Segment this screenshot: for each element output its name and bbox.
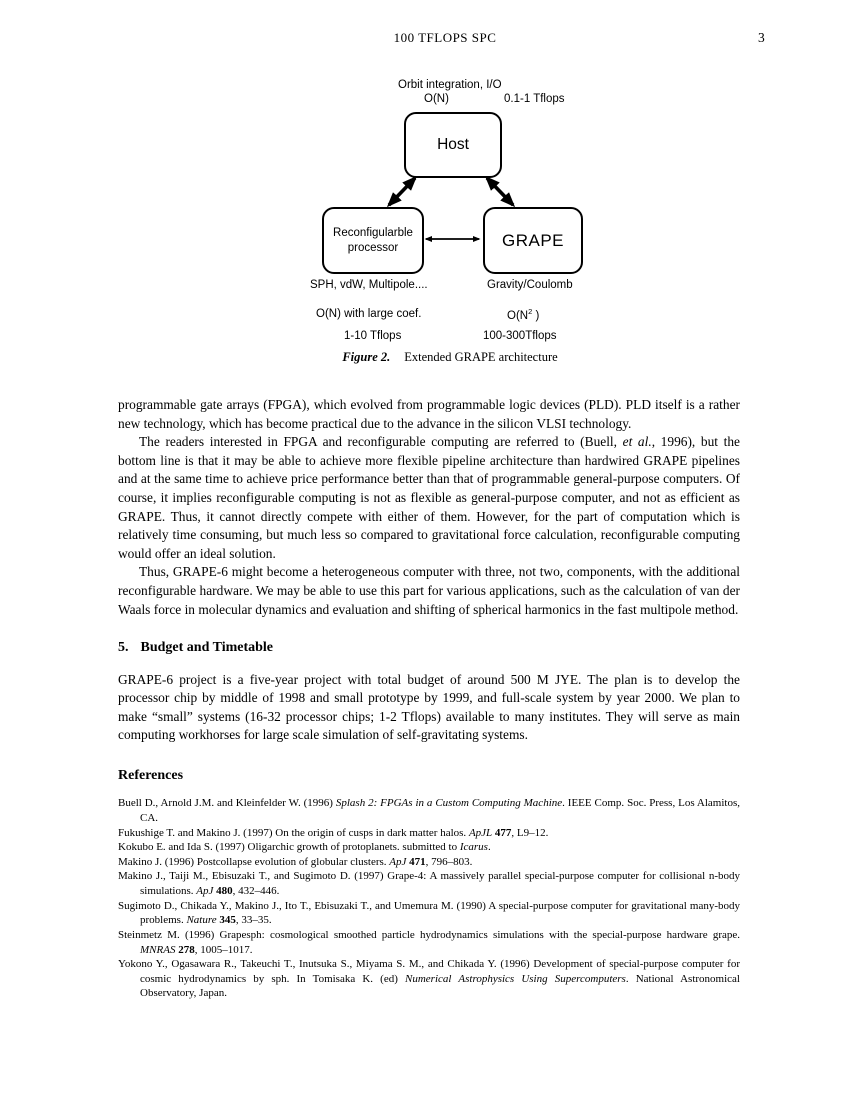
label-tflops-grape: 100-300Tflops [483, 330, 557, 342]
references-list [118, 796, 740, 1001]
reference-item-sugimoto-1990: Sugimoto D., Chikada Y., Makino J., Ito T., Ebisuzaki T., and Umemura M. (1990) A special-purpose computer for gravitational many-body problems. Nature 345, 33–35. [118, 899, 740, 927]
reconfig-box-label-line2: processor [347, 241, 399, 254]
figure-caption-label: Figure 2. [342, 350, 391, 364]
running-title: 100 TFLOPS SPC [393, 30, 497, 45]
double-arrow-host-reconfig-icon [389, 178, 415, 205]
reference-item-buell-1996: Buell D., Arnold J.M. and Kleinfelder W. (1996) Splash 2: FPGAs in a Custom Computing Machine. IEEE Comp. Soc. Press, Los Alamitos, CA. [118, 797, 740, 824]
references-heading: References [118, 767, 184, 783]
figure-caption-text: Extended GRAPE architecture [404, 350, 558, 364]
grape-box-label: GRAPE [501, 230, 565, 250]
reference-item-steinmetz-1996: Steinmetz M. (1996) Grapesph: cosmological smoothed particle hydrodynamics simulations with the special-purpose hardware grape. MNRAS 278, 1005–1017. [118, 928, 740, 956]
reference-item-makino-1996: Makino J. (1996) Postcollapse evolution of globular clusters. ApJ 471, 796–803. [118, 855, 473, 868]
double-arrow-host-grape-icon [487, 178, 513, 205]
section-5-title: Budget and Timetable [140, 640, 274, 656]
label-tflops-host: 0.1-1 Tflops [504, 93, 565, 105]
host-box [404, 112, 502, 178]
grape-box [483, 207, 583, 274]
reference-item-fukushige-1997: Fukushige T. and Makino J. (1997) On the origin of cusps in dark matter halos. ApJL 477, L9–12. [118, 826, 549, 839]
reconfigurable-processor-box [322, 207, 424, 274]
section-5-heading [118, 638, 740, 657]
label-o-n-large-coef: O(N) with large coef. [316, 308, 422, 320]
label-o-n-squared: $O(N^2$ ) [507, 307, 540, 322]
reference-item-kokubo-1997: Kokubo E. and Ida S. (1997) Oligarchic growth of protoplanets. submitted to Icarus. [118, 841, 491, 854]
label-tflops-reconfig: 1-10 Tflops [344, 330, 402, 342]
label-gravity-coulomb: Gravity/Coulomb [487, 279, 573, 291]
label-sph-vdw-multipole: SPH, vdW, Multipole.... [310, 279, 428, 291]
body-paragraph-1: programmable gate arrays (FPGA), which evolved from programmable logic devices (PLD). PLD itself is a rather new technology, which has become practical due to the advance in the silicon VLSI technology. [118, 397, 740, 431]
body-paragraph-2: The readers interested in FPGA and reconfigurable computing are referred to (Buell, et al., 1996), but the bottom line is that it may be able to achieve more flexible pipeline architecture than hardwired GRAPE pipelines and at the same time to achieve price performance better than that of programmable general-purpose computers. Of course, it implies reconfigurable computing is not as flexible as general-purpose computer, and not as efficient as GRAPE. Thus, it cannot directly compete with either of them. However, for the part of computation which is relatively time consuming, but much less so compared to gravitational force calculation, reconfigurable computing would offer an ideal solution. [118, 434, 741, 561]
host-box-label: Host [437, 136, 469, 153]
label-orbit-integration: Orbit integration, I/O [398, 79, 502, 91]
reference-item-makino-1997: Makino J., Taiji M., Ebisuzaki T., and Sugimoto D. (1997) Grape-4: A massively parallel special-purpose computer for collisional n-body simulations. ApJ 480, 432–446. [118, 870, 740, 898]
label-o-n: O(N) [424, 93, 449, 105]
section-5-paragraph: GRAPE-6 project is a five-year project with total budget of around 500 M JYE. The plan is to develop the processor chip by middle of 1998 and small prototype by 1999, and full-scale system by year 2000. We plan to make “small” systems (16-32 processor chips; 1-2 Tflops) available to many institutes. They will serve as main computing workhorses for large scale simulation of self-gravitating systems. [118, 671, 740, 743]
reference-item-yokono-1996: Yokono Y., Ogasawara R., Takeuchi T., Inutsuka S., Miyama S. M., and Chikada Y. (1996) Development of special-purpose computer for cosmic hydrodynamics by sph. In Tomisaka K. (ed) Numerical Astrophysics Using Supercomputers. National Astronomical Observatory, Japan. [118, 958, 740, 1000]
body-paragraph-3: Thus, GRAPE-6 might become a heterogeneous computer with three, not two, components, with the additional reconfigurable hardware. We may be able to use this part for various applications, such as the calculation of van der Waals force in molecular dynamics and evaluation and shifting of spherical harmonics in the fast multipole method. [118, 564, 740, 617]
page-number: 3 [758, 30, 765, 45]
figure-caption [54, 350, 846, 365]
reconfig-box-label-line1: Reconfigularble [333, 227, 413, 240]
main-text-column [118, 396, 740, 1001]
section-5-number: 5. [118, 640, 129, 656]
